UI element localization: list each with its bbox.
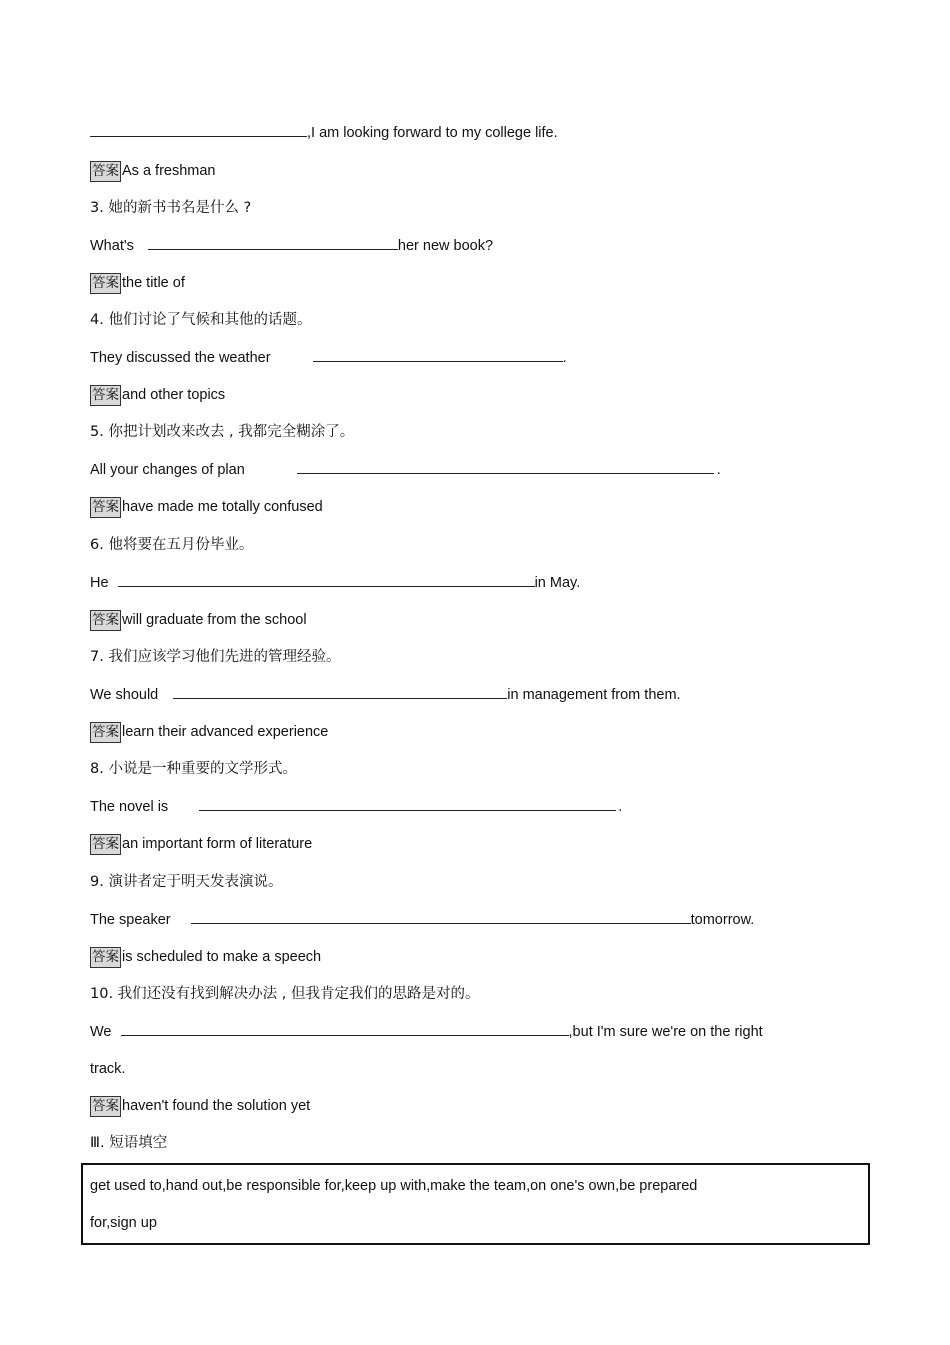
sentence-suffix: ,I am looking forward to my college life.: [307, 125, 558, 141]
sentence-continuation: track.: [90, 1061, 126, 1077]
sentence-line: [90, 122, 558, 144]
question-chinese: 5. 你把计划改来改去 , 我都完全糊涂了。: [90, 424, 355, 440]
question-chinese: 9. 演讲者定于明天发表演说。: [90, 874, 283, 890]
answer-blank[interactable]: [199, 796, 616, 811]
answer-line: [90, 160, 216, 182]
answer-line: [90, 609, 307, 631]
question-chinese: 3. 她的新书书名是什么 ?: [90, 200, 252, 216]
sentence-line: [90, 796, 622, 818]
sentence-line: [90, 572, 580, 594]
answer-blank[interactable]: [121, 1021, 569, 1036]
sentence-line: [90, 347, 567, 369]
answer-blank[interactable]: [118, 572, 535, 587]
answer-text: an important form of literature: [122, 836, 313, 852]
phrase-list-line: get used to,hand out,be responsible for,keep up with,make the team,on one's own,be prepared: [90, 1178, 698, 1194]
sentence-line: [90, 684, 681, 706]
answer-badge: 答案: [90, 610, 121, 631]
question-chinese: 6. 他将要在五月份毕业。: [90, 537, 254, 553]
sentence-suffix: .: [562, 350, 567, 366]
answer-text: learn their advanced experience: [122, 724, 329, 740]
phrase-list-line: for,sign up: [90, 1215, 157, 1231]
sentence-prefix: The speaker: [90, 912, 171, 928]
answer-line: [90, 946, 321, 968]
sentence-line: [90, 909, 754, 931]
answer-text: will graduate from the school: [122, 612, 307, 628]
answer-line: [90, 1095, 310, 1117]
answer-badge: 答案: [90, 947, 121, 968]
question-chinese: 7. 我们应该学习他们先进的管理经验。: [90, 649, 341, 665]
answer-line: [90, 384, 225, 406]
sentence-prefix: We: [90, 1024, 112, 1040]
answer-badge: 答案: [90, 161, 121, 182]
sentence-prefix: They discussed the weather: [90, 350, 271, 366]
answer-badge: 答案: [90, 834, 121, 855]
sentence-suffix: .: [716, 462, 721, 478]
answer-badge: 答案: [90, 385, 121, 406]
answer-blank[interactable]: [297, 459, 714, 474]
answer-badge: 答案: [90, 1096, 121, 1117]
answer-text: have made me totally confused: [122, 499, 323, 515]
answer-text: haven't found the solution yet: [122, 1098, 311, 1114]
sentence-prefix: He: [90, 575, 109, 591]
sentence-prefix: What's: [90, 238, 134, 254]
answer-line: [90, 496, 323, 518]
answer-line: [90, 272, 185, 294]
question-chinese: 8. 小说是一种重要的文学形式。: [90, 761, 297, 777]
sentence-prefix: We should: [90, 687, 159, 703]
sentence-suffix: tomorrow.: [690, 912, 755, 928]
sentence-suffix: in management from them.: [507, 687, 681, 703]
answer-text: As a freshman: [122, 163, 216, 179]
sentence-prefix: All your changes of plan: [90, 462, 245, 478]
answer-blank[interactable]: [90, 122, 307, 137]
answer-line: [90, 721, 328, 743]
answer-badge: 答案: [90, 273, 121, 294]
sentence-suffix: ,but I'm sure we're on the right: [568, 1024, 763, 1040]
sentence-line: [90, 235, 493, 257]
sentence-suffix: .: [618, 799, 623, 815]
answer-text: and other topics: [122, 387, 226, 403]
sentence-suffix: her new book?: [397, 238, 494, 254]
answer-line: [90, 833, 312, 855]
sentence-suffix: in May.: [534, 575, 581, 591]
answer-blank[interactable]: [191, 909, 691, 924]
sentence-line: [90, 459, 721, 481]
answer-blank[interactable]: [173, 684, 507, 699]
answer-text: is scheduled to make a speech: [122, 949, 322, 965]
sentence-line: [90, 1021, 763, 1043]
answer-blank[interactable]: [313, 347, 563, 362]
section-title: Ⅲ. 短语填空: [90, 1135, 168, 1151]
question-chinese: 10. 我们还没有找到解决办法 , 但我肯定我们的思路是对的。: [90, 986, 480, 1002]
phrase-box: [81, 1163, 870, 1245]
answer-text: the title of: [122, 275, 185, 291]
answer-badge: 答案: [90, 722, 121, 743]
answer-badge: 答案: [90, 497, 121, 518]
sentence-prefix: The novel is: [90, 799, 169, 815]
answer-blank[interactable]: [148, 235, 398, 250]
question-chinese: 4. 他们讨论了气候和其他的话题。: [90, 312, 312, 328]
